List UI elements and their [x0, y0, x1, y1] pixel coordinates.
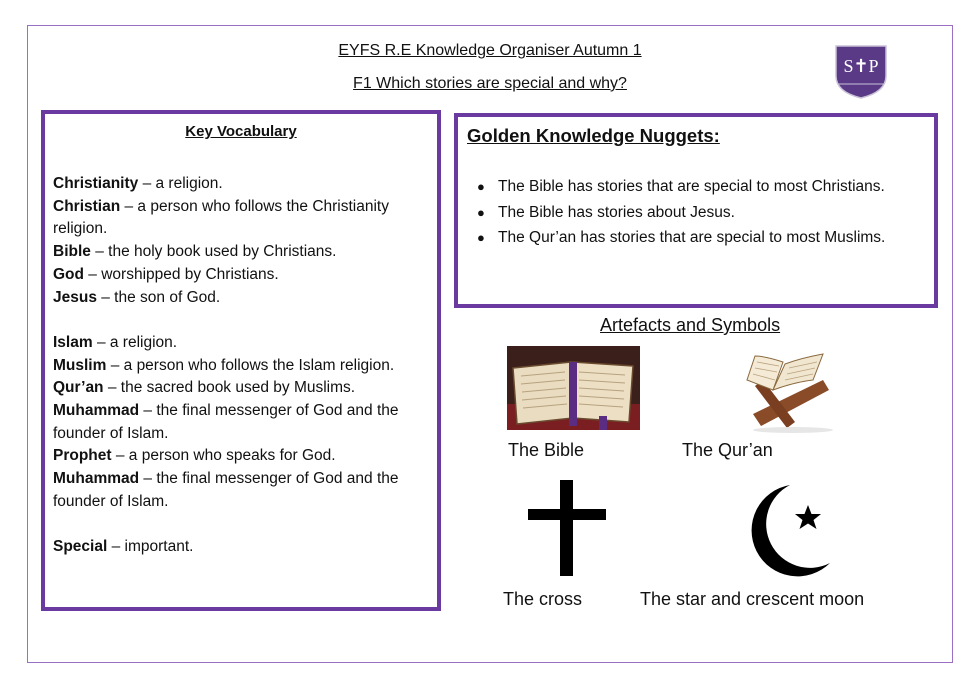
bullet-icon: ●	[477, 204, 485, 220]
school-crest-logo	[832, 42, 890, 100]
list-item	[472, 225, 912, 251]
key-vocabulary-box	[41, 110, 441, 611]
nugget-text: The Bible has stories that are special to most Christians.	[498, 178, 885, 195]
vocab-definition: – a person who follows the Christianity religion.	[53, 197, 389, 238]
vocab-term: Muslim	[53, 356, 107, 374]
vocab-entry	[53, 468, 433, 513]
page-title: EYFS R.E Knowledge Organiser Autumn 1	[338, 42, 642, 59]
vocab-definition: – a person who follows the Islam religion.	[106, 356, 395, 374]
vocab-definition: – the final messenger of God and the founder of Islam.	[53, 470, 399, 510]
vocab-term: God	[53, 265, 84, 283]
vocab-entry	[53, 332, 433, 355]
page-subtitle: F1 Which stories are special and why?	[353, 75, 627, 92]
vocab-term: Qur’an	[53, 379, 104, 397]
vocab-entry	[53, 377, 433, 400]
vocab-entry	[53, 264, 433, 287]
cross-icon	[528, 480, 606, 576]
vocab-term: Islam	[53, 333, 93, 351]
vocab-entry	[53, 445, 433, 468]
vocab-definition: – the son of God.	[96, 288, 221, 306]
vocabulary-list	[53, 173, 433, 559]
vocab-entry	[53, 241, 433, 264]
list-item	[472, 200, 912, 226]
vocab-definition: – the holy book used by Christians.	[90, 243, 337, 261]
vocab-term: Prophet	[53, 447, 112, 465]
bullet-icon: ●	[477, 179, 485, 194]
vocab-term: Muhammad	[53, 402, 140, 420]
bible-image	[507, 346, 640, 430]
star-and-crescent-icon	[742, 483, 832, 579]
vocab-term: Bible	[53, 243, 91, 261]
vocab-entry	[53, 173, 433, 196]
vocab-definition: – the final messenger of God and the founder of Islam.	[53, 402, 399, 442]
quran-image	[733, 350, 838, 434]
vocab-term: Christian	[53, 197, 121, 215]
vocab-entry	[53, 400, 433, 445]
vocab-term: Jesus	[53, 288, 97, 306]
golden-knowledge-heading: Golden Knowledge Nuggets:	[467, 125, 720, 146]
vocab-definition: – worshipped by Christians.	[84, 265, 279, 283]
vocab-entry	[53, 196, 433, 241]
vocab-term: Christianity	[53, 175, 139, 192]
vocab-spacer	[53, 514, 433, 537]
vocab-entry	[53, 287, 433, 310]
vocab-definition: – important.	[107, 538, 194, 556]
crest-text: S✝P	[843, 56, 879, 76]
vocab-term: Muhammad	[53, 470, 140, 488]
bible-caption: The Bible	[508, 440, 585, 460]
nugget-text: The Qur’an has stories that are special to most Muslims.	[498, 229, 886, 246]
cross-caption: The cross	[503, 589, 583, 609]
vocab-definition: – the sacred book used by Muslims.	[103, 379, 356, 397]
vocab-definition: – a person who speaks for God.	[111, 447, 336, 465]
vocab-entry	[53, 536, 433, 559]
list-item	[472, 174, 912, 200]
vocab-term: Special	[53, 538, 108, 556]
key-vocabulary-heading: Key Vocabulary	[185, 123, 297, 140]
vocab-definition: – a religion.	[138, 175, 223, 192]
nugget-text: The Bible has stories about Jesus.	[498, 203, 735, 221]
vocab-spacer	[53, 309, 433, 332]
vocab-entry	[53, 355, 433, 378]
golden-knowledge-box	[454, 113, 938, 308]
vocab-definition: – a religion.	[92, 333, 178, 351]
quran-caption: The Qur’an	[682, 440, 773, 460]
artefacts-heading: Artefacts and Symbols	[600, 315, 781, 335]
golden-knowledge-list	[472, 174, 912, 251]
crescent-caption: The star and crescent moon	[640, 589, 865, 609]
bullet-icon: ●	[477, 230, 485, 245]
